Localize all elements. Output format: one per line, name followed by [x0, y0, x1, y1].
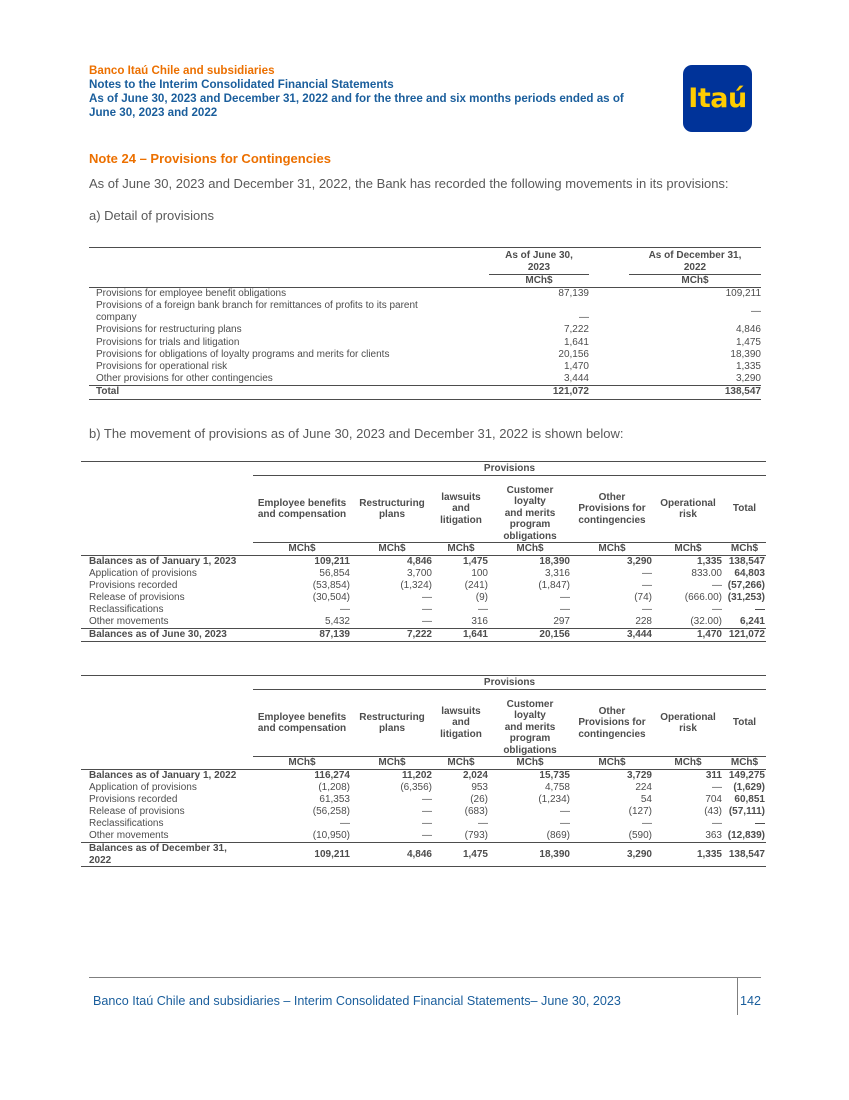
footer-divider [89, 977, 761, 978]
final-balance-row: Balances as of December 31, 2022 109,211 4,846 1,475 18,390 3,290 1,335 138,547 [81, 843, 766, 867]
col-total: Total [732, 503, 757, 515]
page-number: 142 [740, 994, 762, 1008]
table-row: Balances as of January 1, 2022 116,274 11,202 2,024 15,735 3,729 311 149,275 [89, 770, 765, 782]
table-row: Provisions recorded (53,854) (1,324) (241) (1,847) — — (57,266) [89, 580, 765, 592]
col-restructuring: Restructuring plans [359, 711, 425, 734]
provisions-detail-table [89, 247, 761, 400]
provisions-group-header: Provisions [253, 462, 766, 476]
table-row: Reclassifications — — — — — — — [89, 604, 765, 616]
subsection-a-heading: a) Detail of provisions [89, 208, 214, 223]
col-operational-risk: Operational risk [660, 711, 716, 734]
col-header-2023: As of June 30, 2023 [505, 250, 573, 273]
table-row: Release of provisions (56,258) — (683) — (127) (43) (57,111) [89, 806, 765, 818]
table-row: Other provisions for other contingencies 3,444 3,290 [89, 373, 761, 386]
movement-table-2022: Provisions Employee benefits and compensation Restructuring plans lawsuits and litigation Customer loyalty and merits program obligations Other Provisions for contingencies Operational risk Total MCh$ MCh$ MCh$ MCh$ MCh$ MCh$ MCh$ Balances as of January 1, 2022 116,274 11,202 2,024 15,735 3,729 311 149,275 Application of provisions (1,208) (6,356) 953 4,758 224 — (1,629) Provisions recorded 61,353 — (26) (1,234) 54 704 60,851 Release of provisions (56,258) — (683) — (127) (43) (57,111) Reclassifications — — — — — — — Other movements (10,950) — (793) (869) (590) 363 (12,839) Balances as of December 31, 2022 109,211 4,846 1,475 18,390 3,290 1,335 138,547 [81, 675, 766, 867]
header-line-3: As of June 30, 2023 and December 31, 2022 and for the three and six months periods ended as of [89, 92, 624, 105]
col-lawsuits: lawsuits and litigation [440, 705, 482, 740]
col-other-provisions: Other Provisions for contingencies [578, 491, 646, 526]
col-customer-loyalty: Customer loyalty and merits program obligations [503, 484, 557, 542]
col-customer-loyalty: Customer loyalty and merits program obligations [503, 698, 557, 756]
total-row: Total 121,072 138,547 [89, 386, 761, 399]
col-other-provisions: Other Provisions for contingencies [578, 705, 646, 740]
table-row: Provisions recorded 61,353 — (26) (1,234) 54 704 60,851 [89, 794, 765, 806]
table-row: Other movements 5,432 — 316 297 228 (32.00) 6,241 [81, 616, 766, 629]
table-row: Release of provisions (30,504) — (9) — (74) (666.00) (31,253) [89, 592, 765, 604]
footer-text: Banco Itaú Chile and subsidiaries – Interim Consolidated Financial Statements– June 30, 2023 [93, 994, 621, 1008]
intro-paragraph: As of June 30, 2023 and December 31, 2022, the Bank has recorded the following movements in its provisions: [89, 176, 729, 191]
table-row: Balances as of January 1, 2023 109,211 4,846 1,475 18,390 3,290 1,335 138,547 [89, 556, 765, 568]
table-row: Provisions for restructuring plans 7,222 4,846 [96, 324, 761, 336]
unit-2023: MCh$ [489, 275, 589, 288]
col-operational-risk: Operational risk [660, 497, 716, 520]
provisions-group-header: Provisions [253, 676, 766, 690]
itau-logo [683, 65, 752, 132]
table-row: Provisions for operational risk 1,470 1,335 [96, 361, 761, 373]
table-row: Reclassifications — — — — — — — [89, 818, 765, 830]
col-total: Total [732, 717, 757, 729]
col-header-2022: As of December 31, 2022 [648, 250, 742, 273]
col-lawsuits: lawsuits and litigation [440, 491, 482, 526]
table-row: Other movements (10,950) — (793) (869) (590) 363 (12,839) [81, 830, 766, 843]
final-balance-row: Balances as of June 30, 2023 87,139 7,222 1,641 20,156 3,444 1,470 121,072 [81, 629, 766, 642]
col-employee-benefits: Employee benefits and compensation [257, 711, 347, 734]
header-line-2: Notes to the Interim Consolidated Financial Statements [89, 78, 394, 91]
table-row: Provisions for trials and litigation 1,641 1,475 [96, 336, 761, 348]
table-row: Application of provisions 56,854 3,700 100 3,316 — 833.00 64,803 [89, 568, 765, 580]
col-employee-benefits: Employee benefits and compensation [257, 497, 347, 520]
table-row: Provisions of a foreign bank branch for remittances of profits to its parent company — — [96, 300, 761, 324]
table-row: Provisions for obligations of loyalty programs and merits for clients 20,156 18,390 [96, 348, 761, 360]
document-header [89, 64, 679, 120]
header-line-4: June 30, 2023 and 2022 [89, 106, 218, 119]
movement-table-2023: Provisions Employee benefits and compensation Restructuring plans lawsuits and litigation Customer loyalty and merits program obligations Other Provisions for contingencies Operational risk Total MCh$ MCh$ MCh$ MCh$ MCh$ MCh$ MCh$ Balances as of January 1, 2023 109,211 4,846 1,475 18,390 3,290 1,335 138,547 Application of provisions 56,854 3,700 100 3,316 — 833.00 64,803 Provisions recorded (53,854) (1,324) (241) (1,847) — — (57,266) Release of provisions (30,504) — (9) — (74) (666.00) (31,253) Reclassifications — — — — — — — Other movements 5,432 — 316 297 228 (32.00) 6,241 Balances as of June 30, 2023 87,139 7,222 1,641 20,156 3,444 1,470 121,072 [81, 461, 766, 642]
table-row: Provisions for employee benefit obligations 87,139 109,211 [96, 288, 761, 300]
logo-text: Itaú [688, 83, 747, 114]
unit-2022: MCh$ [629, 275, 761, 288]
note-title: Note 24 – Provisions for Contingencies [89, 151, 331, 166]
table-row: Application of provisions (1,208) (6,356) 953 4,758 224 — (1,629) [89, 782, 765, 794]
company-name: Banco Itaú Chile and subsidiaries [89, 64, 275, 77]
footer-page-separator [737, 977, 738, 1015]
col-restructuring: Restructuring plans [359, 497, 425, 520]
subsection-b-heading: b) The movement of provisions as of June 30, 2023 and December 31, 2022 is shown below: [89, 426, 624, 441]
